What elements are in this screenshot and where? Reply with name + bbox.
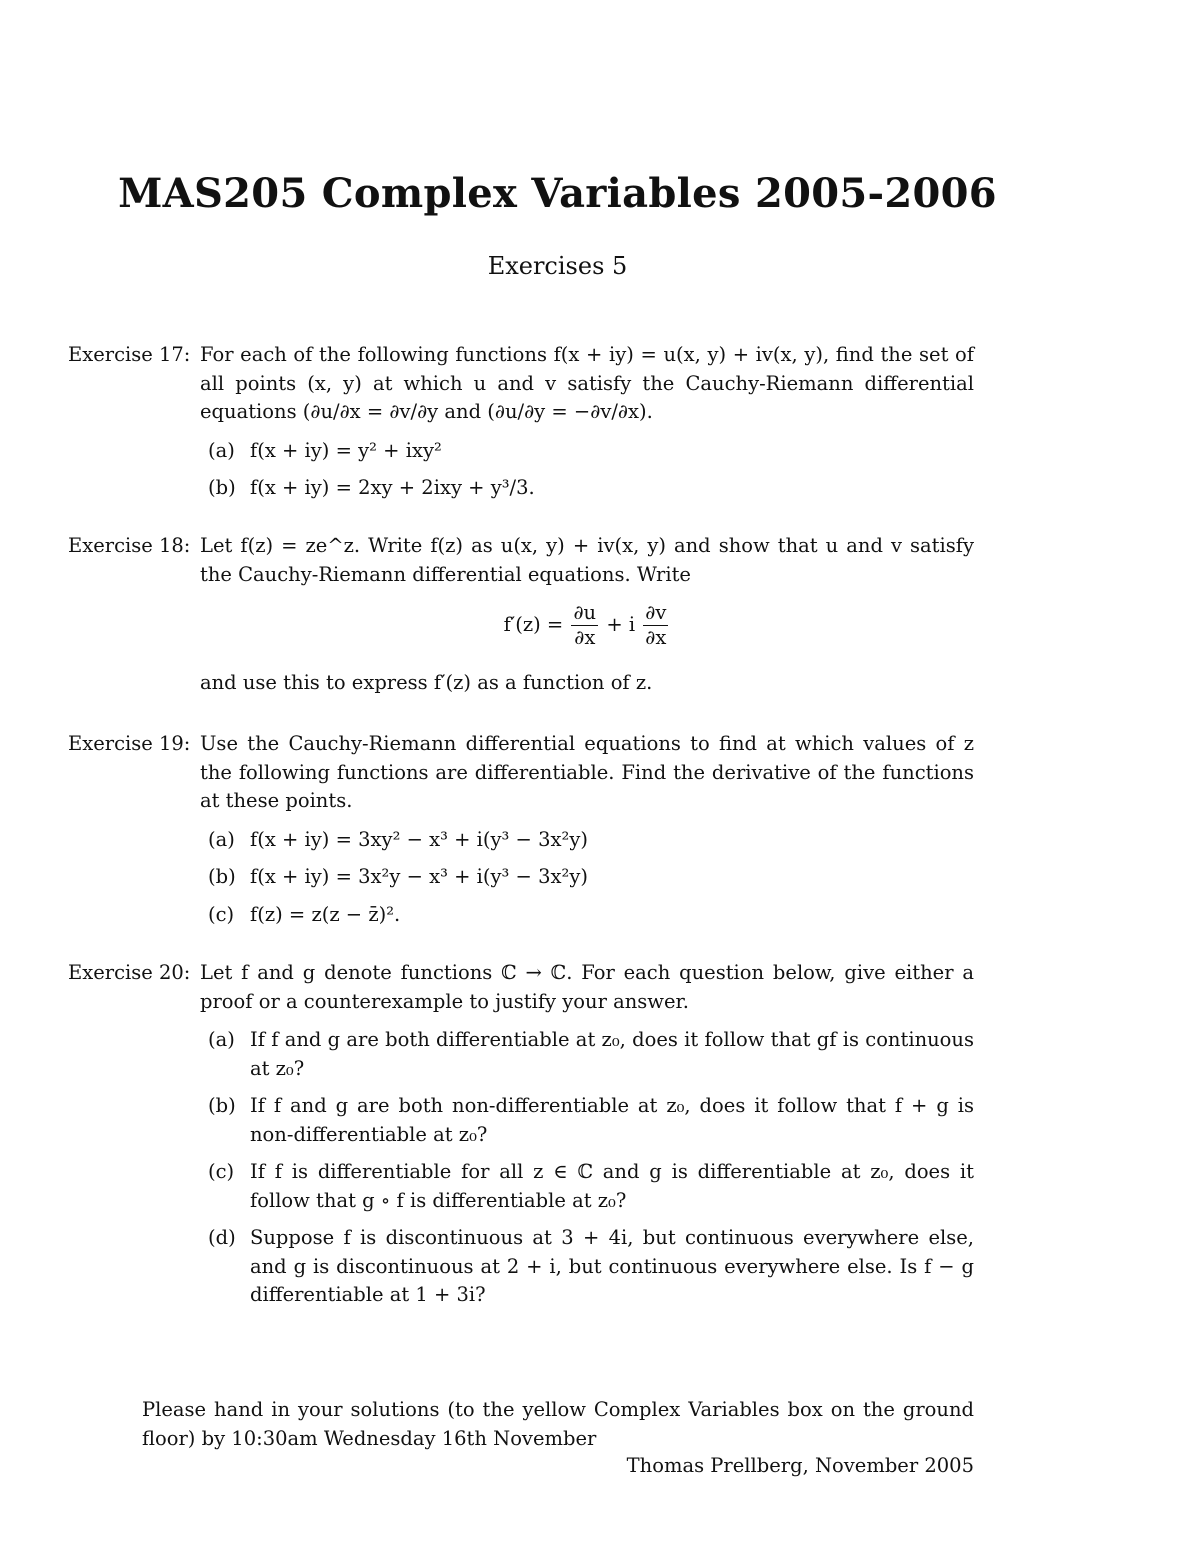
exercise-text: Let f(z) = ze^z. Write f(z) as u(x, y) + iv(x, y) and show that u and v satisfy the Cauchy-Riemann differential equations. Write [200,534,974,586]
part-label: (d) [208,1226,236,1249]
part-label: (c) [208,902,235,926]
part-item [208,901,974,930]
document-subtitle: Exercises 5 [487,252,628,280]
exercise-label: Exercise 20: [68,961,191,984]
exercise-label: Exercise 18: [68,534,191,557]
part-list [208,826,974,930]
part-item [208,437,974,466]
exercise-text: Let f and g denote functions ℂ → ℂ. For each question below, give either a proof or a counterexample to justify your answer. [200,961,974,1013]
exercise-18 [68,532,974,698]
part-text: f(x + iy) = y² + ixy² [250,438,442,462]
exercise-19 [68,730,974,938]
part-list [208,437,974,503]
part-item [208,863,974,892]
part-item [208,1224,974,1310]
part-text: If f is differentiable for all z ∈ ℂ and g is differentiable at z₀, does it follow that g ∘ f is differentiable at z₀? [250,1160,974,1212]
exercise-text: For each of the following functions f(x + iy) = u(x, y) + iv(x, y), find the set of all points (x, y) at which u and v satisfy the Cauchy-Riemann differential equations (∂u/∂x = ∂v/∂y and (∂u/∂y = −∂v/∂x). [200,343,974,423]
fraction-dv-dx [643,601,668,650]
part-item [208,474,974,503]
part-label: (b) [208,476,236,499]
display-formula [200,601,974,659]
part-label: (c) [208,1160,235,1183]
part-label: (a) [208,827,235,851]
part-list [208,1026,974,1310]
exercise-label: Exercise 17: [68,343,191,366]
exercise-20 [68,959,974,1319]
part-text: f(x + iy) = 3x²y − x³ + i(y³ − 3x²y) [250,865,588,888]
part-text: If f and g are both differentiable at z₀, does it follow that gf is continuous at z₀? [250,1028,974,1080]
submission-instructions: Please hand in your solutions (to the yellow Complex Variables box on the ground floor) by 10:30am Wednesday 16th November [142,1398,974,1450]
part-text: f(z) = z(z − z̄)². [250,902,401,926]
part-item [208,1092,974,1149]
fraction-denominator: ∂x [574,626,596,649]
part-item [208,826,974,855]
part-text: f(x + iy) = 3xy² − x³ + i(y³ − 3x²y) [250,827,588,851]
exercise-17 [68,341,974,512]
part-text: f(x + iy) = 2xy + 2ixy + y³/3. [250,476,535,499]
fraction-du-dx [571,601,598,650]
part-item [208,1158,974,1215]
formula-lhs: f′(z) = [503,613,564,636]
document-title: MAS205 Complex Variables 2005-2006 [118,170,997,217]
fraction-denominator: ∂x [645,626,667,649]
part-label: (a) [208,1028,235,1051]
exercise-text: Use the Cauchy-Riemann differential equations to find at which values of z the following functions are differentiable. Find the derivative of the functions at these points. [200,732,974,812]
part-label: (b) [208,1094,236,1117]
fraction-numerator: ∂u [573,601,597,624]
exercise-followup-text: and use this to express f′(z) as a function of z. [200,671,653,694]
exercise-label: Exercise 19: [68,732,191,755]
author-signature: Thomas Prellberg, November 2005 [626,1454,974,1477]
part-label: (a) [208,438,235,462]
fraction-numerator: ∂v [645,601,667,624]
part-label: (b) [208,865,236,888]
part-item [208,1026,974,1083]
part-text: Suppose f is discontinuous at 3 + 4i, but continuous everywhere else, and g is discontinuous at 2 + i, but continuous everywhere else. Is f − g differentiable at 1 + 3i? [250,1226,974,1306]
formula-operator: + i [606,613,636,636]
part-text: If f and g are both non-differentiable at z₀, does it follow that f + g is non-differentiable at z₀? [250,1094,974,1146]
